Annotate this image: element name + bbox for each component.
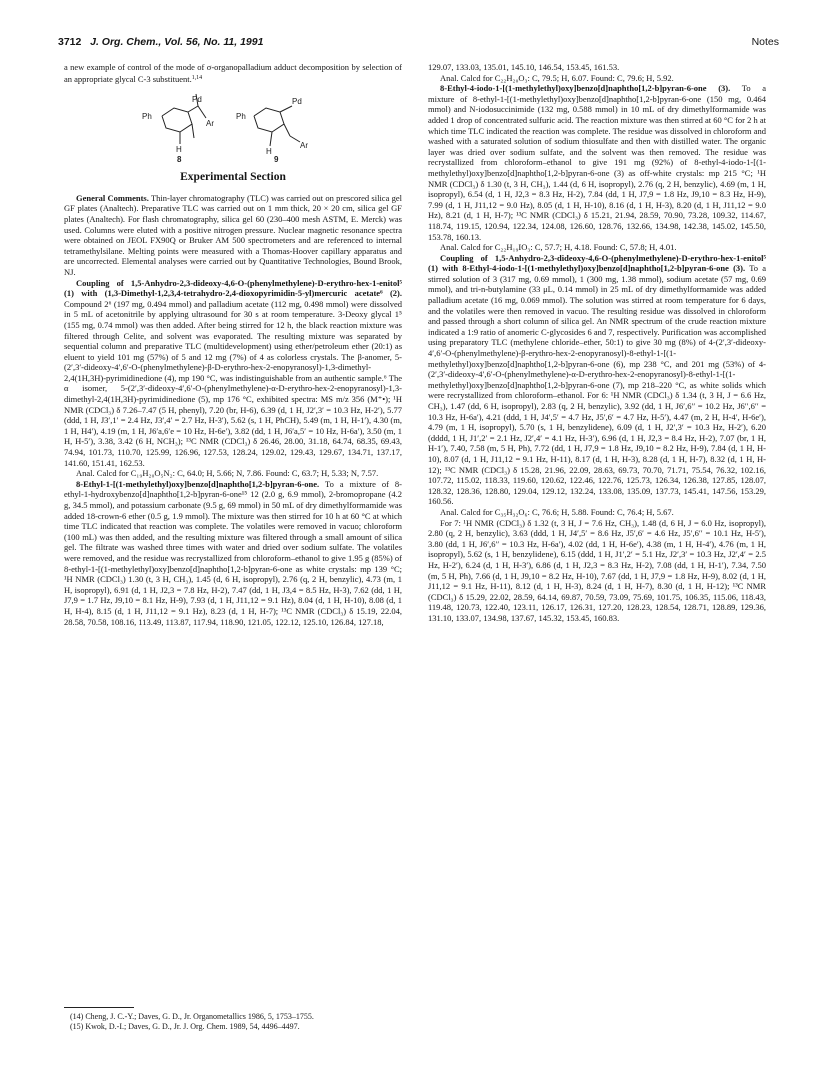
struct8-pd: Pd <box>192 95 202 105</box>
paragraph-anal-3: Anal. Calcd for C₂₂H₁₉IO₃: C, 57.7; H, 4.18. Found: C, 57.8; H, 4.01. <box>440 242 677 253</box>
intro-refs: 1,14 <box>191 74 203 81</box>
paragraph-iodo-3: 8-Ethyl-4-iodo-1-[(1-methylethyl)oxy]benzo[d]naphtho[1,2-b]pyran-6-one (3). To a mixture of 8-ethyl-1-[(1-methylethyl)oxy]benzo[d]naphtho[1,2-b]pyran-6-one (150 mg, 0.464 mmol) and N-iodosuccinimide (132 mg, 0.588 mmol) in 10 mL of dry dimethylformamide was added 1 drop of concentrated sulfuric acid. The reaction mixture was then stirred at 60 °C for 2 h at which time TLC indicated the reaction was complete. The residue was dissolved in chloroform and washed with a saturated solution of sodium thiosulfate and then with distilled water. The organic layer was dried over sodium sulfate, and the solvent was then removed. The residue was recrystallized from chloroform–ethanol to give 191 mg (92%) of 8-ethyl-4-iodo-1-[(1-methylethyl)oxy]benzo[d]naphtho[1,2-b]pyran-6-one (3) as off-white crystals: mp 215 °C; ¹H NMR (CDCl₃) δ 1.30 (t, 3 H, CH₃), 1.44 (d, 6 H, isopropyl), 2.76 (q, 2 H, benzylic), 4.69 (m, 1 H, isopropyl), 6.54 (d, 1 H, J2,3 = 8.3 Hz, H-2), 7.84 (dd, 1 H, J7,9 = 1.8 Hz, J9,10 = 8.3 Hz, H-9), 7.99 (d, 1 H, J11,12 = 9.0 Hz), 8.05 (d, 1 H, H-10), 8.16 (d, 1 H, H-3), 8.20 (d, 1 H, J11,12 = 9.0 Hz), 8.21 (d, 1 H, H-7); ¹³C NMR (CDCl₃) δ 15.21, 21.94, 28.59, 70.90, 73.28, 109.32, 114.67, 118.74, 119.15, 120.94, 122.34, 124.08, 126.60, 128.76, 132.66, 134.98, 142.38, 145.02, 145.50, 153.78, 160.13. <box>428 83 766 242</box>
journal-citation <box>58 36 263 48</box>
paragraph-anal-pyranone: Anal. Calcd for C₂₂H₂₀O₃: C, 79.5; H, 6.07. Found: C, 79.6; H, 5.92. <box>440 72 674 83</box>
intro-text: a new example of control of the mode of σ-organopalladium adduct decomposition by selection of an appropriate glycal C-3 substituent.$^{1,14}$ <box>64 62 402 84</box>
struct9-h: H <box>266 147 272 157</box>
paragraph-general: General Comments. Thin-layer chromatography (TLC) was carried out on prescored silica gel GF plates (Analtech). Preparative TLC was carried out on 1 mm thick, 20 × 20 cm, silica gel GF plates (Analtech). For flash chromatography, silica gel 60 (230–400 mesh ASTM, E. Merck) was used. Columns were eluted with a positive nitrogen pressure. Nuclear magnetic resonance spectra were obtained on JEOL FX90Q or Bruker AM 500 spectrometers and are referenced to internal tetramethylsilane. Melting points were measured with a Thomas-Hoover capillary apparatus and are uncorrected. Elemental analyses were carried out by Quantitative Technologies, Bound Brook, NJ. <box>64 192 402 277</box>
page-header <box>58 36 779 52</box>
chemical-structures <box>142 88 322 162</box>
section-title: Experimental Section <box>180 171 286 184</box>
paragraph-anal-5: Anal. Calcd for C₁₉H₂₀O₅N₂: C, 64.0; H, 5.66; N, 7.86. Found: C, 63.7; H, 5.33; N, 7.57. <box>76 468 379 479</box>
paragraph-coupling-1-3: Coupling of 1,5-Anhydro-2,3-dideoxy-4,6-O-(phenylmethylene)-D-erythro-hex-1-enitol⁵ (1) with 8-Ethyl-4-iodo-1-[(1-methylethyl)oxy]benzo[d]naphtho[1,2-b]pyran-6-one (3). To a stirred solution of 3 (317 mg, 0.69 mmol), 1 (300 mg, 1.38 mmol), sodium acetate (57 mg, 0.69 mmol), and tri-n-butylamine (33 μL, 0.14 mmol) in 25 mL of dry dimethylformamide was added palladium acetate (16 mg, 0.069 mmol). The solution was stirred at room temperature for 6 days, and the volatiles were then removed in vacuo. The resulting residue was dissolved in chloroform and passed through a short column of silica gel. An NMR spectrum of the crude reaction mixture indicated a 1:9 ratio of anomeric C-glycosides 6 and 7, respectively. Purification was accomplished using preparatory TLC (methylene chloride–ether, 50:1) to give 30 mg (8%) of 4-(2′,3′-dideoxy-4′,6′-O-(phenylmethylene)-β-erythro-hex-2-enopyranosyl)-8-ethyl-1-[(1-methylethyl)oxy]benzo[d]naphtho[1,2-b]pyran-6-one (6), mp 238 °C, and 201 mg (53%) of 4-(2′,3′-dideoxy-4′,6′-O-(phenylmethylene)-α-D-erythro-hex-2-enopyranosyl)-8-ethyl-1-[(1-methylethyl)oxy]benzo[d]naphtho[1,2-b]pyran-6-one (7), mp 218–220 °C, as white solids which were recrystallized from chloroform–ethanol. For 6: ¹H NMR (CDCl₃) δ 1.34 (t, 3 H, J = 6.6 Hz, CH₃), 1.47 (dd, 6 H, isopropyl), 2.83 (q, 2 H, benzylic), 3.92 (dd, 1 H, J6′,6′′ = 10.2 Hz, J6′′,6′′ = 10.3 Hz, H-6a′), 4.21 (ddd, 1 H, J4′,5′ = 4.7 Hz, J5′,6′ = 4.7 Hz, H-5′), 4.47 (m, 2 H, H-4′, H-6e′), 4.79 (m, 1 H, isopropyl), 5.70 (s, 1 H, benzylidene), 6.09 (d, 1 H, J2′,3′ = 10.3 Hz, H-2′), 6.20 (dddd, 1 H, J1′,2′ = 2.1 Hz, J2′,4′ = 4.1 Hz, H-3′), 6.96 (d, 1 H, J2,3 = 8.4 Hz, H-2), 7.07 (br, 1 H, H-1′), 7.40, 7.58 (m, 5 H, Ph), 7.72 (dd, 1 H, J7,9 = 1.8 Hz, J9,10 = 8.2 Hz, H-9), 7.84 (d, 1 H, H-10), 8.07 (d, 1 H, J11,12 = 9.1 Hz, H-11), 8.17 (d, 1 H, H-3), 8.28 (d, 1 H, H-7), 8.32 (d, 1 H, H-12); ¹³C NMR (CDCl₃) δ 15.28, 21.96, 22.09, 28.63, 69.73, 70.70, 71.71, 75.54, 76.32, 102.16, 107.72, 115.02, 118.33, 119.60, 120.62, 122.46, 122.76, 125.73, 126.34, 126.38, 127.85, 128.07, 128.32, 128.36, 128.80, 129.04, 129.12, 132.24, 133.08, 135.09, 137.73, 145.41, 147.56, 153.29, 160.56. <box>428 252 766 507</box>
paragraph-ethyl-pyranone: 8-Ethyl-1-[(1-methylethyl)oxy]benzo[d]naphtho[1,2-b]pyran-6-one. To a mixture of 8-ethyl-1-hydroxybenzo[d]naphtho[1,2-b]pyran-6-one¹⁵ 12 (2.0 g, 6.9 mmol), 2-bromopropane (4.2 g, 34.5 mmol), and potassium carbonate (9.5 g, 69 mmol) in 50 mL of dry dimethylformamide was added 18-crown-6 ether (0.5 g, 1.9 mmol). The mixture was then stirred for 10 h at 60 °C at which time TLC indicated that reaction was complete. The volatiles were removed in vacuo; chloroform (100 mL) was then added, and the resulting mixture was filtered through a small amount of silica gel. The filtrate was washed three times with water and dried over sodium sulfate. The volatiles were removed, and the residue was recrystallized from chloroform–ethanol to give 1.95 g (85%) of 8-ethyl-1-[(1-methylethyl)oxy]benzo[d]naphtho[1,2-b]pyran-6-one as white crystals: mp 139 °C; ¹H NMR (CDCl₃) 1.30 (t, 3 H, CH₃), 1.45 (d, 6 H, isopropyl), 2.76 (q, 2 H, benzylic), 4.73 (m, 1 H, isopropyl), 6.91 (d, 1 H, J2,3 = 7.8 Hz, H-2), 7.47 (dd, 1 H, J3,4 = 8.5 Hz, H-3), 7.62 (dd, 1 H, J7,9 = 1.7 Hz, J9,10 = 8.1 Hz, H-9), 7.93 (d, 1 H, J11,12 = 9.1 Hz), 8.04 (d, 1 H, H-10), 8.08 (d, 1 H, H-4), 8.15 (d, 1 H, J11,12 = 9.1 Hz), 8.23 (d, 1 H, H-7); ¹³C NMR (CDCl₃) δ 15.19, 22.04, 28.58, 70.58, 108.16, 113.49, 113.87, 117.94, 118.90, 121.05, 122.12, 125.10, 126.84, 127.18, <box>64 478 402 627</box>
struct9-ph: Ph <box>236 112 246 122</box>
struct9-ar: Ar <box>300 141 308 151</box>
struct8-ph: Ph <box>142 112 152 122</box>
footnotes <box>64 1012 402 1031</box>
struct9-label: 9 <box>274 155 279 163</box>
footnote-14: (14) Cheng, J. C.-Y.; Daves, G. D., Jr. Organometallics 1986, 5, 1753–1755. <box>70 1012 314 1021</box>
struct8-h: H <box>176 145 182 155</box>
structure-figure <box>64 88 402 164</box>
paragraph-anal-6: Anal. Calcd for C₃₅H₃₂O₆: C, 76.6; H, 5.88. Found: C, 76.4; H, 5.67. <box>440 506 674 517</box>
right-column <box>428 62 766 1067</box>
section-label: Notes <box>751 36 779 48</box>
paragraph-continued: 129.07, 133.03, 135.01, 145.10, 146.54, 153.45, 161.53. <box>428 62 620 72</box>
paragraph-coupling-1-2: Coupling of 1,5-Anhydro-2,3-dideoxy-4,6-O-(phenylmethylene)-D-erythro-hex-1-enitol⁵ (1) with (1,3-Dimethyl-1,2,3,4-tetrahydro-2,4-dioxopyrimidin-5-yl)mercuric acetate⁶ (2). Compound 2⁶ (197 mg, 0.494 mmol) and palladium acetate (112 mg, 0.498 mmol) were dissolved in 5 mL of acetonitrile by applying ultrasound for 30 s at room temperature. 3-Deoxy glycal 1⁵ (155 mg, 0.74 mmol) was then added. After being stirred for 12 h, the black reaction mixture was filtered through Celite, and solvent was evaporated. The resulting mixture was separated by sequential column and preparative TLC (multidevelopment) using ether/petroleum ether (20:1) as eluent to yield 101 mg (57%) of 5 and 12 mg (7%) of 4 as colorless crystals. The β-anomer, 5-(2′,3′-dideoxy-4′,6′-O-(phenylmethylene)-β-D-erythro-hex-2-enopyranosyl)-1,3-dimethyl-2,4(1H,3H)-pyrimidinedione (4), mp 190 °C, was indistinguishable from an authentic sample.⁶ The α isomer, 5-(2′,3′-dideoxy-4′,6′-O-(phenylmethylene)-α-D-erythro-hex-2-enopyranosyl)-1,3-dimethyl-2,4(1H,3H)-pyrimidinedione (5), mp 176 °C, exhibited spectra: MS m/z 356 (M⁺•); ¹H NMR (CDCl₃) δ 7.26–7.47 (5 H, phenyl), 7.20 (br, H-6), 6.39 (d, 1 H, J2′,3′ = 10.3 Hz, H-2′), 5.77 (ddd, 1 H, J3′,1′ = 2.4 Hz, J3′,4′ = 2.7 Hz, H-3′), 5.62 (s, 1 H, PhCH), 5.49 (m, 1 H, H-1′), 4.30 (m, 1 H, H4′), 4.19 (m, 1 H, J6′a,6′e = 10 Hz, H-6e′), 3.82 (dd, 1 H, J6′a,5′ = 10 Hz, H-6a′), 3.50 (m, 1 H, H-5′), 3.38, 3.42 (6 H, NCH₃); ¹³C NMR (CDCl₃) δ 26.46, 28.00, 31.18, 64.74, 68.35, 69.43, 74.94, 101.73, 110.70, 125.99, 126.96, 127.53, 128.24, 129.02, 129.43, 129.67, 134.71, 137.17, 141.60, 151.41, 162.53. <box>64 277 402 468</box>
paragraph-for-7: For 7: ¹H NMR (CDCl₃) δ 1.32 (t, 3 H, J = 7.6 Hz, CH₃), 1.48 (d, 6 H, J = 6.0 Hz, isopropyl), 2.80 (q, 2 H, benzylic), 3.63 (ddd, 1 H, J4′,5′ = 8.6 Hz, J5′,6′ = 4.6 Hz, J5′,6′′ = 10.1 Hz, H-5′), 3.80 (dd, 1 H, J6′,6′′ = 10.3 Hz, H-6a′), 4.02 (dd, 1 H, H-6e′), 4.38 (m, 1 H, H-4′), 4.76 (m, 1 H, isopropyl), 5.62 (s, 1 H, benzylidene), 6.15 (ddd, 1 H, J1′,2′ = 5.1 Hz, J2′,3′ = 10.3 Hz, J2′,4′ = 2.5 Hz, H-2′), 6.24 (d, 1 H, H-3′), 6.86 (d, 1 H, J2,3 = 8.3 Hz, H-2), 7.08 (dd, 1 H, H-1′), 7.34, 7.50 (m, 5 H, Ph), 7.66 (d, 1 H, J9,10 = 8.2 Hz, H-10), 7.67 (dd, 1 H, J7,9 = 1.8 Hz, H-9), 8.02 (d, 1 H, J11,12 = 9.1 Hz, H-11), 8.12 (d, 1 H, H-3), 8.24 (d, 1 H, H-7), 8.30 (d, 1 H, H-12); ¹³C NMR (CDCl₃) δ 15.29, 22.02, 28.59, 64.14, 69.87, 70.59, 73.09, 75.69, 101.75, 106.35, 115.06, 118.43, 119.48, 120.73, 122.40, 123.11, 126.17, 126.31, 127.20, 128.23, 128.54, 128.71, 128.89, 129.36, 131.10, 133.07, 134.98, 137.67, 145.32, 153.45, 160.83. <box>428 517 766 623</box>
struct8-ar: Ar <box>206 119 214 129</box>
struct8-label: 8 <box>177 155 182 163</box>
page-number: 3712 <box>58 36 82 48</box>
struct9-pd: Pd <box>292 97 302 107</box>
footnote-15: (15) Kwok, D.-I.; Daves, G. D., Jr. J. Org. Chem. 1989, 54, 4496–4497. <box>70 1021 300 1031</box>
journal-name: J. Org. Chem., Vol. 56, No. 11, 1991 <box>90 36 264 48</box>
footnote-rule <box>64 1007 134 1008</box>
left-column <box>64 62 402 982</box>
